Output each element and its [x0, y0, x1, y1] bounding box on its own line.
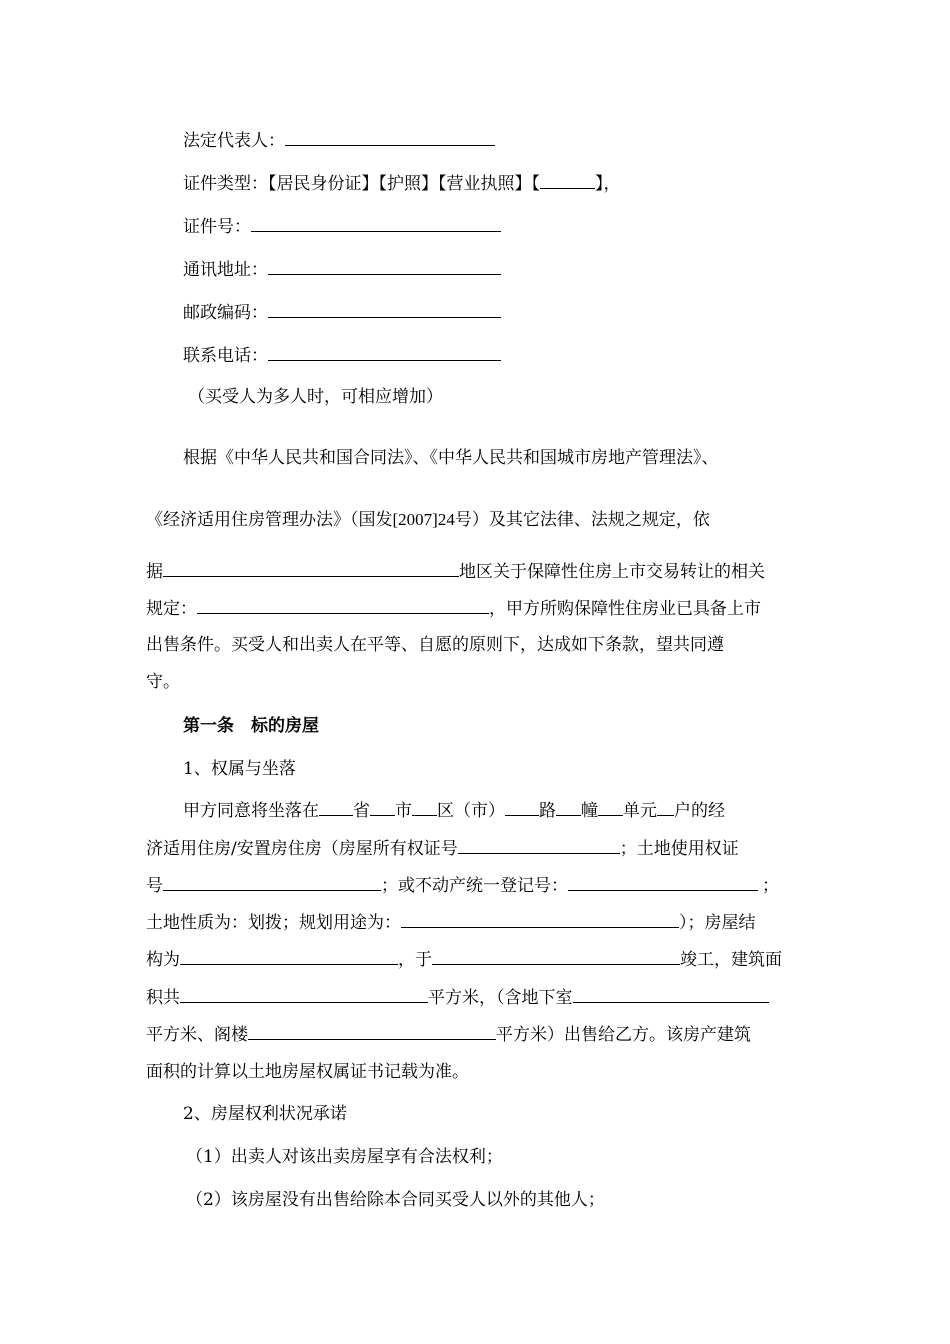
address-row — [183, 257, 501, 282]
structure-blank[interactable] — [180, 947, 398, 965]
cert-line: 济适用住房/安置房住房（房屋所有权证号 ；土地使用权证 — [146, 836, 739, 861]
legal-rep-blank[interactable] — [285, 128, 495, 146]
province-blank[interactable] — [319, 798, 353, 816]
id-type-close: 】， — [595, 174, 621, 194]
basement-area-blank[interactable] — [573, 985, 769, 1003]
phone-label: 联系电话： — [183, 346, 268, 366]
section-1-title: 1、权属与坐落 — [183, 759, 296, 779]
preamble-line-1: 根据《中华人民共和国合同法》、《中华人民共和国城市房地产管理法》、 — [183, 448, 719, 468]
id-no-row — [183, 214, 501, 239]
id-no-blank[interactable] — [251, 214, 501, 232]
postcode-row — [183, 300, 501, 325]
unit-blank[interactable] — [598, 798, 623, 816]
postcode-label: 邮政编码： — [183, 303, 268, 323]
phone-blank[interactable] — [268, 343, 501, 361]
preamble-line-3: 据 地区关于保障性住房上市交易转让的相关 — [146, 559, 765, 584]
planned-use-blank[interactable] — [401, 910, 679, 928]
postcode-blank[interactable] — [268, 300, 501, 318]
legal-rep-label: 法定代表人： — [183, 131, 285, 151]
buyers-note: （买受人为多人时，可相应增加） — [188, 387, 443, 407]
phone-row — [183, 343, 501, 368]
id-type-other-blank[interactable] — [540, 171, 595, 189]
id-type-label: 证件类型： — [183, 174, 268, 194]
region-blank[interactable] — [163, 559, 459, 577]
ownership-cert-blank[interactable] — [458, 836, 620, 854]
section-2-title: 2、房屋权利状况承诺 — [183, 1104, 347, 1124]
area-basis-line: 面积的计算以土地房屋权属证书记载为准。 — [146, 1062, 469, 1082]
completion-date-blank[interactable] — [432, 947, 680, 965]
city-blank[interactable] — [370, 798, 395, 816]
land-cert-blank[interactable] — [163, 873, 381, 891]
road-blank[interactable] — [505, 798, 539, 816]
commitment-item-2: （2）该房屋没有出售给除本合同买受人以外的其他人； — [186, 1190, 605, 1210]
preamble-line-4: 规定： ，甲方所购保障性住房业已具备上市 — [146, 596, 761, 621]
id-type-options: 【居民身份证】【护照】【营业执照】【 — [268, 174, 540, 194]
preamble-line-5: 出售条件。买受人和出卖人在平等、自愿的原则下，达成如下条款，望共同遵 — [146, 635, 724, 655]
commitment-item-1: （1）出卖人对该出卖房屋享有合法权利； — [186, 1147, 503, 1167]
attic-line: 平方米、阁楼 平方米）出售给乙方。该房产建筑 — [146, 1022, 751, 1047]
legal-rep-row — [183, 128, 495, 153]
location-line: 甲方同意将坐落在 省 市 区（市） 路 幢 单元 户的经 — [183, 798, 725, 823]
district-blank[interactable] — [412, 798, 437, 816]
preamble-line-6: 守。 — [146, 672, 180, 692]
id-no-label: 证件号： — [183, 217, 251, 237]
room-blank[interactable] — [657, 798, 674, 816]
address-label: 通讯地址： — [183, 260, 268, 280]
regulation-blank[interactable] — [197, 596, 489, 614]
address-blank[interactable] — [268, 257, 501, 275]
id-type-row — [183, 171, 621, 196]
land-cert-line: 号 ；或不动产统一登记号： ； — [146, 873, 779, 898]
preamble-line-2: 《经济适用住房管理办法》（国发[2007]24号）及其它法律、法规之规定，依 — [146, 510, 710, 530]
building-blank[interactable] — [556, 798, 581, 816]
registration-no-blank[interactable] — [568, 873, 758, 891]
article-1-heading: 第一条 标的房屋 — [183, 716, 319, 736]
area-line: 积共 平方米，（含地下室 — [146, 985, 769, 1010]
structure-line: 构为 ，于 竣工，建筑面 — [146, 947, 782, 972]
floor-area-blank[interactable] — [180, 985, 428, 1003]
land-nature-line: 土地性质为：划拨；规划用途为： ）；房屋结 — [146, 910, 756, 935]
attic-area-blank[interactable] — [248, 1022, 496, 1040]
